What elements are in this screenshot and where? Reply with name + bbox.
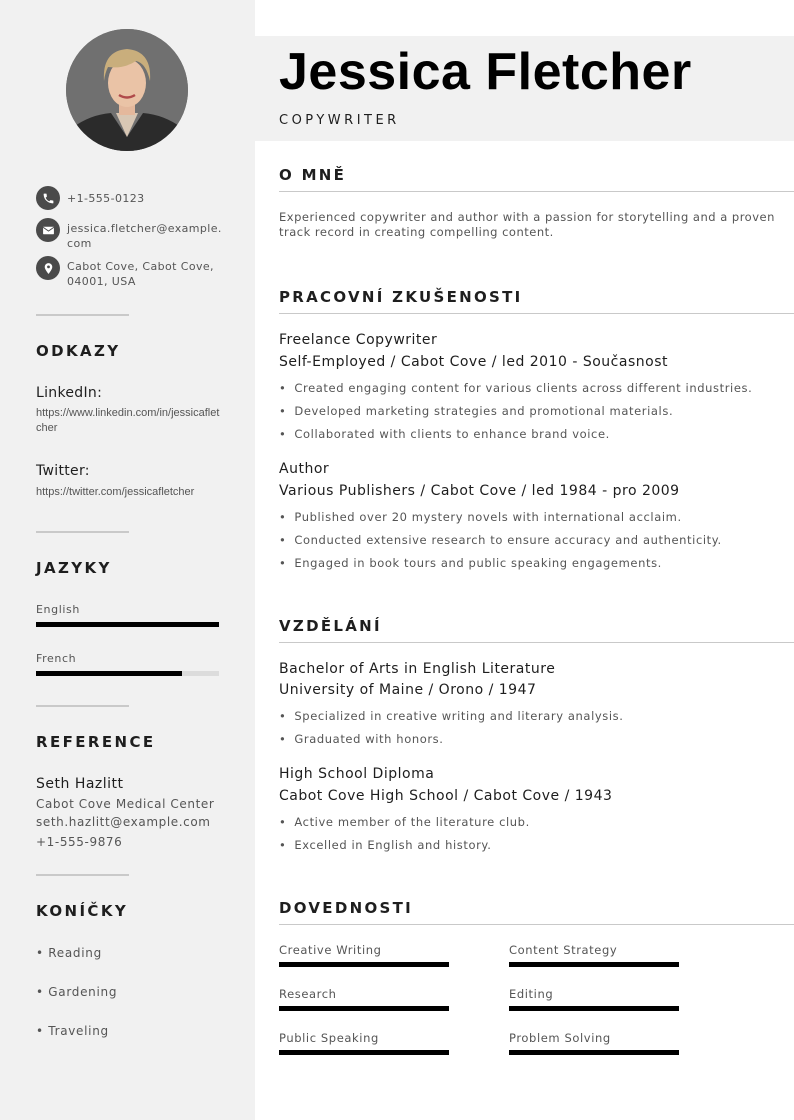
skill-name: Public Speaking <box>279 1031 379 1045</box>
skill-name: Content Strategy <box>509 943 618 957</box>
job-bullet: • Conducted extensive research to ensure accuracy and authenticity. <box>279 533 722 547</box>
section-rule <box>279 924 794 925</box>
languages-heading: JAZYKY <box>36 559 112 577</box>
education-heading: VZDĚLÁNÍ <box>279 617 382 635</box>
links-heading: ODKAZY <box>36 342 121 360</box>
twitter-label: Twitter: <box>36 463 90 479</box>
education-degree: Bachelor of Arts in English Literature <box>279 661 556 677</box>
education-degree: High School Diploma <box>279 766 435 782</box>
hobby-item: • Traveling <box>36 1024 109 1038</box>
sidebar-divider <box>36 705 129 707</box>
skill-level-bar <box>279 1006 449 1011</box>
skill-level-fill <box>279 1050 449 1055</box>
twitter-link[interactable]: https://twitter.com/jessicafletcher <box>36 486 195 498</box>
linkedin-label: LinkedIn: <box>36 385 103 401</box>
skill-level-bar <box>509 962 679 967</box>
job-bullet: • Published over 20 mystery novels with international acclaim. <box>279 510 682 524</box>
job-bullet: • Collaborated with clients to enhance brand voice. <box>279 427 610 441</box>
section-rule <box>279 191 794 192</box>
hobbies-heading: KONÍČKY <box>36 902 129 920</box>
language-name: English <box>36 603 80 616</box>
candidate-name: Jessica Fletcher <box>279 43 692 101</box>
location-pin-icon <box>36 256 60 280</box>
skill-name: Research <box>279 987 337 1001</box>
job-role: Author <box>279 461 330 477</box>
language-level-bar <box>36 622 219 627</box>
job-meta: Various Publishers / Cabot Cove / led 1984 - pro 2009 <box>279 483 680 499</box>
education-meta: University of Maine / Orono / 1947 <box>279 682 537 698</box>
address: Cabot Cove, Cabot Cove, 04001, USA <box>67 260 214 288</box>
phone-icon <box>36 186 60 210</box>
language-level-fill <box>36 622 219 627</box>
job-bullet: • Engaged in book tours and public speaking engagements. <box>279 556 662 570</box>
sidebar-divider <box>36 874 129 876</box>
reference-phone: +1-555-9876 <box>36 835 123 849</box>
section-rule <box>279 642 794 643</box>
profile-photo <box>66 29 188 151</box>
contact-email <box>36 218 226 251</box>
section-rule <box>279 313 794 314</box>
reference-organization: Cabot Cove Medical Center <box>36 797 215 811</box>
language-level-bar <box>36 671 219 676</box>
reference-name: Seth Hazlitt <box>36 776 124 792</box>
education-bullet: • Active member of the literature club. <box>279 815 530 829</box>
about-heading: O MNĚ <box>279 166 347 184</box>
skill-level-bar <box>509 1050 679 1055</box>
sidebar-divider <box>36 531 129 533</box>
education-meta: Cabot Cove High School / Cabot Cove / 1943 <box>279 788 613 804</box>
job-bullet: • Created engaging content for various clients across different industries. <box>279 381 752 395</box>
mail-icon <box>36 218 60 242</box>
language-level-fill <box>36 671 182 676</box>
job-bullet: • Developed marketing strategies and promotional materials. <box>279 404 673 418</box>
language-name: French <box>36 652 77 665</box>
skill-level-bar <box>279 962 449 967</box>
reference-email[interactable]: seth.hazlitt@example.com <box>36 815 211 829</box>
skill-level-fill <box>279 1006 449 1011</box>
skill-level-bar <box>509 1006 679 1011</box>
hobby-item: • Reading <box>36 946 102 960</box>
job-meta: Self-Employed / Cabot Cove / led 2010 - Současnost <box>279 354 668 370</box>
education-bullet: • Graduated with honors. <box>279 732 444 746</box>
skill-level-fill <box>509 1050 679 1055</box>
linkedin-link[interactable]: https://www.linkedin.com/in/jessicafletcher <box>36 407 220 434</box>
skill-name: Problem Solving <box>509 1031 611 1045</box>
skill-level-fill <box>509 962 679 967</box>
hobby-label: Traveling <box>48 1024 109 1038</box>
education-bullet: • Specialized in creative writing and literary analysis. <box>279 709 624 723</box>
contact-phone <box>36 186 226 210</box>
skill-level-fill <box>509 1006 679 1011</box>
sidebar-divider <box>36 314 129 316</box>
job-title: COPYWRITER <box>279 113 400 128</box>
skill-level-fill <box>279 962 449 967</box>
about-text: Experienced copywriter and author with a passion for storytelling and a proven track record in creating compelling content. <box>279 210 775 239</box>
hobby-label: Reading <box>48 946 102 960</box>
references-heading: REFERENCE <box>36 733 156 751</box>
skill-name: Editing <box>509 987 554 1001</box>
email-link[interactable]: jessica.fletcher@example.com <box>67 222 222 250</box>
skills-heading: DOVEDNOSTI <box>279 899 414 917</box>
experience-heading: PRACOVNÍ ZKUŠENOSTI <box>279 288 523 306</box>
phone-number: +1-555-0123 <box>67 192 145 205</box>
skill-name: Creative Writing <box>279 943 382 957</box>
skill-level-bar <box>279 1050 449 1055</box>
job-role: Freelance Copywriter <box>279 332 438 348</box>
education-bullet: • Excelled in English and history. <box>279 838 491 852</box>
hobby-item: • Gardening <box>36 985 118 999</box>
contact-address <box>36 256 226 289</box>
hobby-label: Gardening <box>48 985 118 999</box>
